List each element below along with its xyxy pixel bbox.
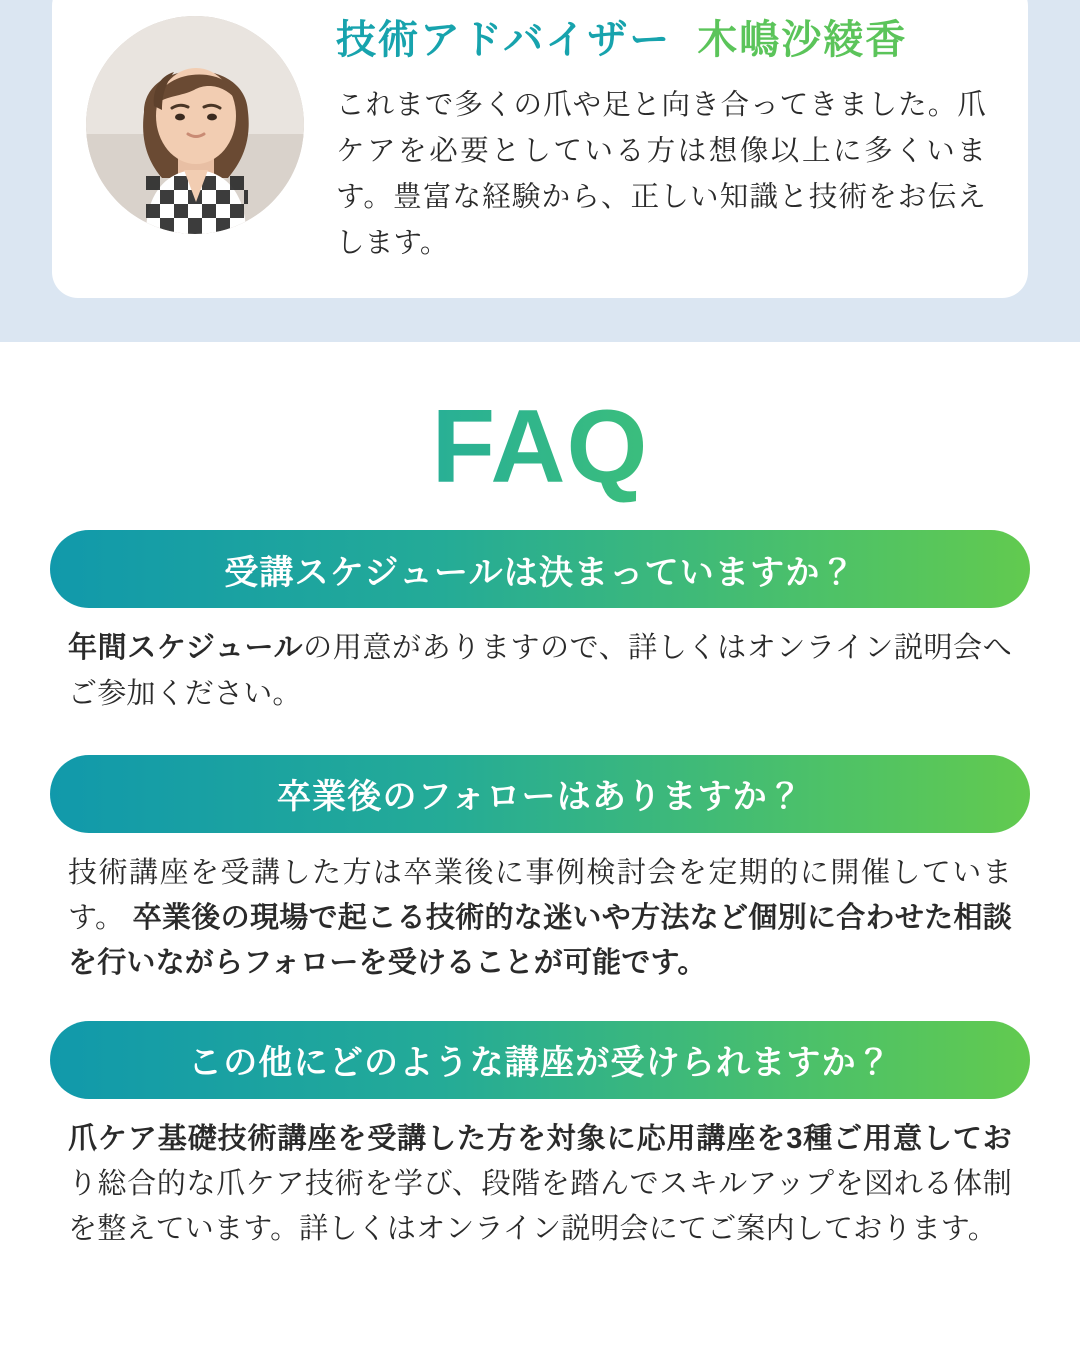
- advisor-band: [0, 0, 1080, 342]
- faq-answer-bold: 年間スケジュール: [68, 632, 304, 665]
- advisor-text-block: [304, 8, 998, 267]
- faq-answer: [50, 833, 1030, 987]
- faq-answer-normal: 技術講座を受講した方は卒業後に事例検討会を定期的に開催しています。: [68, 856, 1012, 935]
- faq-item: [50, 530, 1030, 716]
- faq-question[interactable]: 受講スケジュールは決まっていますか？: [50, 530, 1030, 608]
- avatar: [86, 16, 304, 234]
- advisor-description: これまで多くの爪や足と向き合ってきました。爪ケアを必要としている方は想像以上に多くいます。豊富な経験から、正しい知識と技術をお伝えします。: [336, 89, 986, 260]
- advisor-title: [336, 16, 998, 64]
- faq-question[interactable]: この他にどのような講座が受けられますか？: [50, 1021, 1030, 1099]
- faq-answer-normal: り総合的な爪ケア技術を学び、段階を踏んでスキルアップを図れる体制を整えています。詳しくはオンライン説明会にてご案内しております。: [68, 1167, 1012, 1246]
- advisor-name: 木嶋沙綾香: [697, 18, 908, 62]
- faq-heading: FAQ: [0, 342, 1080, 530]
- faq-answer: [50, 1099, 1030, 1253]
- faq-item: [50, 1021, 1030, 1253]
- faq-section: [0, 342, 1080, 1252]
- faq-list: [0, 530, 1080, 1252]
- faq-answer-normal: の用意がありますので、詳しくはオンライン説明会へご参加ください。: [68, 632, 1012, 710]
- faq-answer-bold: 爪ケア基礎技術講座を受講した方を対象に応用講座を3種ご用意してお: [68, 1122, 1012, 1155]
- advisor-role-label: 技術アドバイザー: [336, 18, 672, 62]
- faq-answer: [50, 608, 1030, 716]
- faq-answer-bold: 卒業後の現場で起こる技術的な迷いや方法など個別に合わせた相談を行いながらフォローを受けることが可能です。: [68, 902, 1012, 980]
- advisor-card: [52, 0, 1028, 298]
- faq-item: [50, 755, 1030, 987]
- faq-question[interactable]: 卒業後のフォローはありますか？: [50, 755, 1030, 833]
